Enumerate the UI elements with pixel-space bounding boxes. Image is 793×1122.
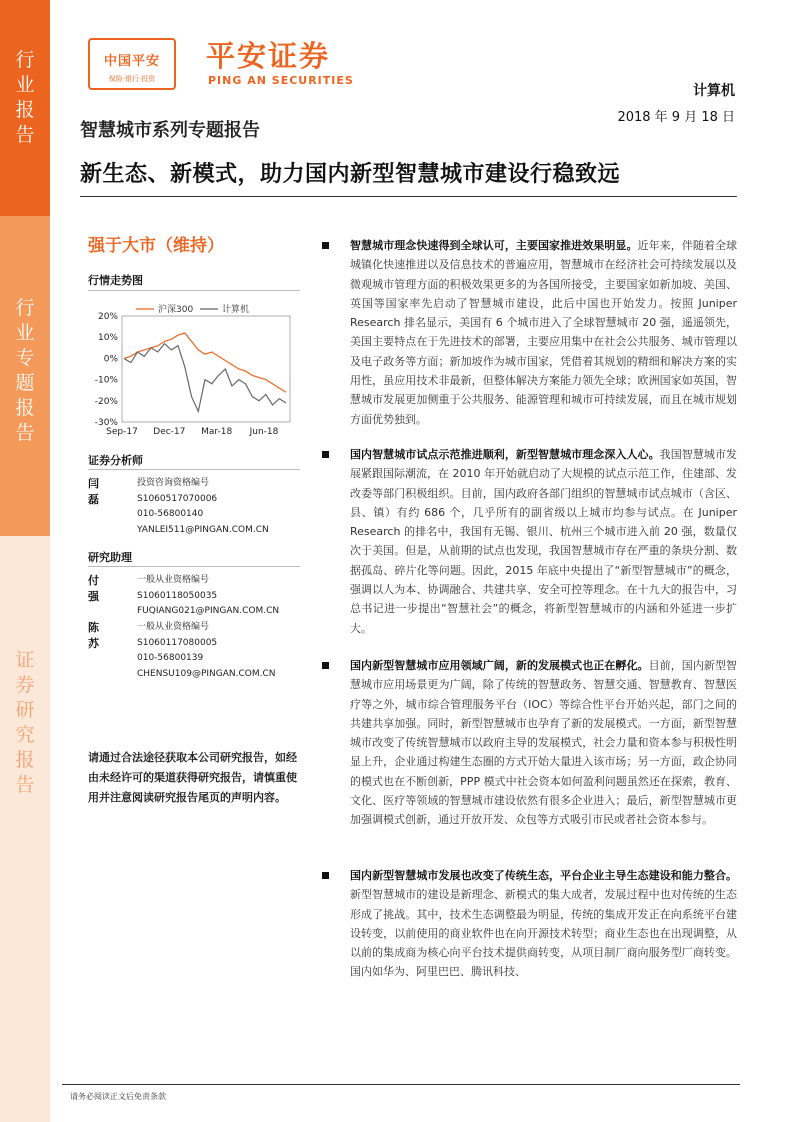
bullet-lead: 国内智慧城市试点示范推进顺利，新型智慧城市理念深入人心。 — [350, 448, 660, 461]
assistant-section-title: 研究助理 — [88, 551, 132, 564]
assistant-email: CHENSU109@PINGAN.COM.CN — [137, 668, 276, 679]
y-tick-label: -20% — [94, 396, 118, 407]
analyst-name: 闫磊 — [88, 477, 99, 506]
x-tick-label: Jun-18 — [249, 427, 279, 437]
page-title: 新生态、新模式，助力国内新型智慧城市建设行稳致远 — [80, 162, 621, 187]
y-tick-label: 10% — [97, 333, 118, 344]
footer-disclaimer: 请务必阅读正文后免责条款 — [70, 1092, 166, 1101]
footer-divider — [62, 1084, 740, 1085]
report-series: 智慧城市系列专题报告 — [80, 120, 260, 141]
assistant-email: FUQIANG021@PINGAN.COM.CN — [137, 606, 280, 616]
analyst-email: YANLEI511@PINGAN.COM.CN — [137, 524, 269, 535]
sidebar-label-securities-research: 证 券 研 究 报 告 — [0, 536, 50, 1122]
bullet-body: 新型智慧城市的建设是新理念、新模式的集大成者，发展过程中也对传统的生态形成了挑战。其中，技术生态调整最为明显，传统的集成开发正在向系统平台建设转变，以前使用的商业软件也在向开源技术转型；商业生态也在出现调整，从以前的集成商为核心向平台技术提供商转变，从项目制厂商向服务型厂商转变。国内如华为、阿里巴巴、腾讯科技、 — [350, 888, 737, 979]
brand-name-en: PING AN SECURITIES — [208, 74, 354, 87]
analyst-section-title: 证券分析师 — [88, 454, 143, 467]
bullet-body: 近年来，伴随着全球城镇化快速推进以及信息技术的普遍应用，智慧城市在经济社会可持续发展以及微观城市管理方面的积极效果更多的为各国所接受，主要国家如新加坡、美国、英国等国家率先启动了智慧城市建设，此后中国也开始发力。按照 Juniper Research 排名显示，美国有 6 个城市进入了全球智慧城市 20 强，遥遥领先，美国主要特点在于先进技术的部署，主要应用集中在社会公共服务、城市管理以及电子政务等方面；新加坡作为城市国家，凭借着其规划的精细和解决方案的实用性，虽应用技术非最新，但整体解决方案能力领先全球；欧洲国家如英国，智慧城市发展更加侧重于公共服务、能源管理和城市可持续发展，而且在城市规划方面优势独到。 — [350, 239, 738, 426]
bullet-paragraph — [350, 445, 737, 638]
industry-label: 计算机 — [693, 83, 735, 99]
bullet-body: 我国智慧城市发展紧跟国际潮流，在 2010 年开始就启动了大规模的试点示范工作，住建部、发改委等部门积极组织。目前，国内政府各部门组织的智慧城市试点城市（含区、县、镇）有约 686 个，几乎所有的副省级以上城市均参与试点。在 Juniper Research 的排名中，我国有无锡、银川、杭州三个城市进入前 20 强，数量仅次于美国。但是，从前期的试点也发现，我国智慧城市存在严重的条块分割、数据孤岛、碎片化等问题。因此，2015 年底中央提出了“新型智慧城市”的概念，强调以人为本、协调融合、共建共享、安全可控等理念。在十九大的报告中，习总书记进一步提出“智慧社会”的概念，将新型智慧城市的内涵和外延进一步扩大。 — [350, 448, 738, 635]
bullet-body: 目前，国内新型智慧城市应用场景更为广阔，除了传统的智慧政务、智慧交通、智慧教育、智慧医疗等之外，城市综合管理服务平台（IOC）等综合性平台开始兴起，部门之间的共建共享加强。同时，新型智慧城市也孕育了新的发展模式。一方面，新型智慧城市改变了传统智慧城市以政府主导的发展模式，社会力量和资本参与积极性明显上升，企业通过构建生态圈的方式开始大量进入该市场；另一方面，政企协同的模式也在不断创新，PPP 模式中社会资本如何盈利问题虽然还在探索，教育、文化、医疗等领域的智慧城市建设依然有很多企业进入；最后，新型智慧城市更加强调模式创新，通过开放开发、众包等方式吸引市民或者社会资本参与。 — [350, 659, 738, 827]
chart-section-divider — [88, 290, 300, 291]
y-tick-label: -30% — [94, 418, 118, 428]
rating-label: 强于大市（维持） — [88, 236, 224, 256]
summary-bullet — [322, 445, 737, 638]
summary-bullet — [322, 656, 737, 830]
y-tick-label: 20% — [97, 312, 118, 322]
chart-section-title: 行情走势图 — [88, 274, 143, 287]
assistant-license-number: S1060117080005 — [137, 637, 218, 648]
analyst-section-divider — [88, 469, 300, 470]
bullet-square-icon — [322, 242, 329, 249]
bullet-square-icon — [322, 451, 329, 458]
legend-label: 沪深300 — [158, 305, 194, 315]
bullet-square-icon — [322, 662, 329, 669]
analyst-phone: 010-56800140 — [137, 509, 204, 519]
assistant-section-divider — [88, 566, 300, 567]
performance-chart — [82, 296, 302, 446]
x-tick-label: Dec-17 — [153, 427, 186, 437]
y-tick-label: -10% — [94, 375, 118, 386]
y-tick-label: 0% — [103, 354, 118, 365]
sidebar-label-topic-report: 行 业 专 题 报 告 — [0, 216, 50, 536]
bullet-square-icon — [322, 872, 329, 879]
brand-name-cn: 平安证券 — [206, 39, 331, 73]
assistant-name: 陈苏 — [88, 621, 99, 650]
sidebar-label-industry-report: 行 业 报 告 — [0, 0, 50, 216]
bullet-lead: 国内新型智慧城市应用领域广阔，新的发展模式也正在孵化。 — [350, 659, 649, 672]
logo-subtitle: 保险·银行·投资 — [108, 75, 156, 83]
assistant-phone: 010-56800139 — [137, 653, 204, 663]
compliance-notice: 请通过合法途径获取本公司研究报告，如经由未经许可的渠道获得研究报告，请慎重使用并注意阅读研究报告尾页的声明内容。 — [88, 751, 297, 804]
bullet-paragraph — [350, 236, 737, 429]
report-date: 2018 年 9 月 18 日 — [617, 110, 735, 125]
assistant-license-number: S1060118050035 — [137, 590, 218, 601]
ping-an-group-logo — [88, 38, 176, 90]
series-line-hs300 — [124, 333, 286, 392]
summary-bullet — [322, 866, 737, 982]
assistant-qualification: 一般从业资格编号 — [137, 622, 210, 632]
analyst-license-number: S1060517070006 — [137, 493, 218, 504]
x-tick-label: Mar-18 — [201, 427, 233, 437]
assistant-name: 付强 — [88, 574, 99, 603]
bullet-lead: 国内新型智慧城市发展也改变了传统生态，平台企业主导生态建设和能力整合。 — [350, 869, 737, 882]
bullet-paragraph — [350, 866, 737, 982]
logo-title: 中国平安 — [103, 54, 160, 69]
title-divider — [80, 196, 737, 197]
bullet-lead: 智慧城市理念快速得到全球认可，主要国家推进效果明显。 — [350, 239, 638, 252]
analyst-qualification: 投资咨询资格编号 — [137, 478, 210, 488]
bullet-paragraph — [350, 656, 737, 830]
summary-bullet — [322, 236, 737, 429]
assistant-qualification: 一般从业资格编号 — [137, 575, 210, 585]
legend-label: 计算机 — [222, 305, 250, 315]
x-tick-label: Sep-17 — [106, 427, 138, 437]
chart-plot-frame — [122, 316, 290, 422]
